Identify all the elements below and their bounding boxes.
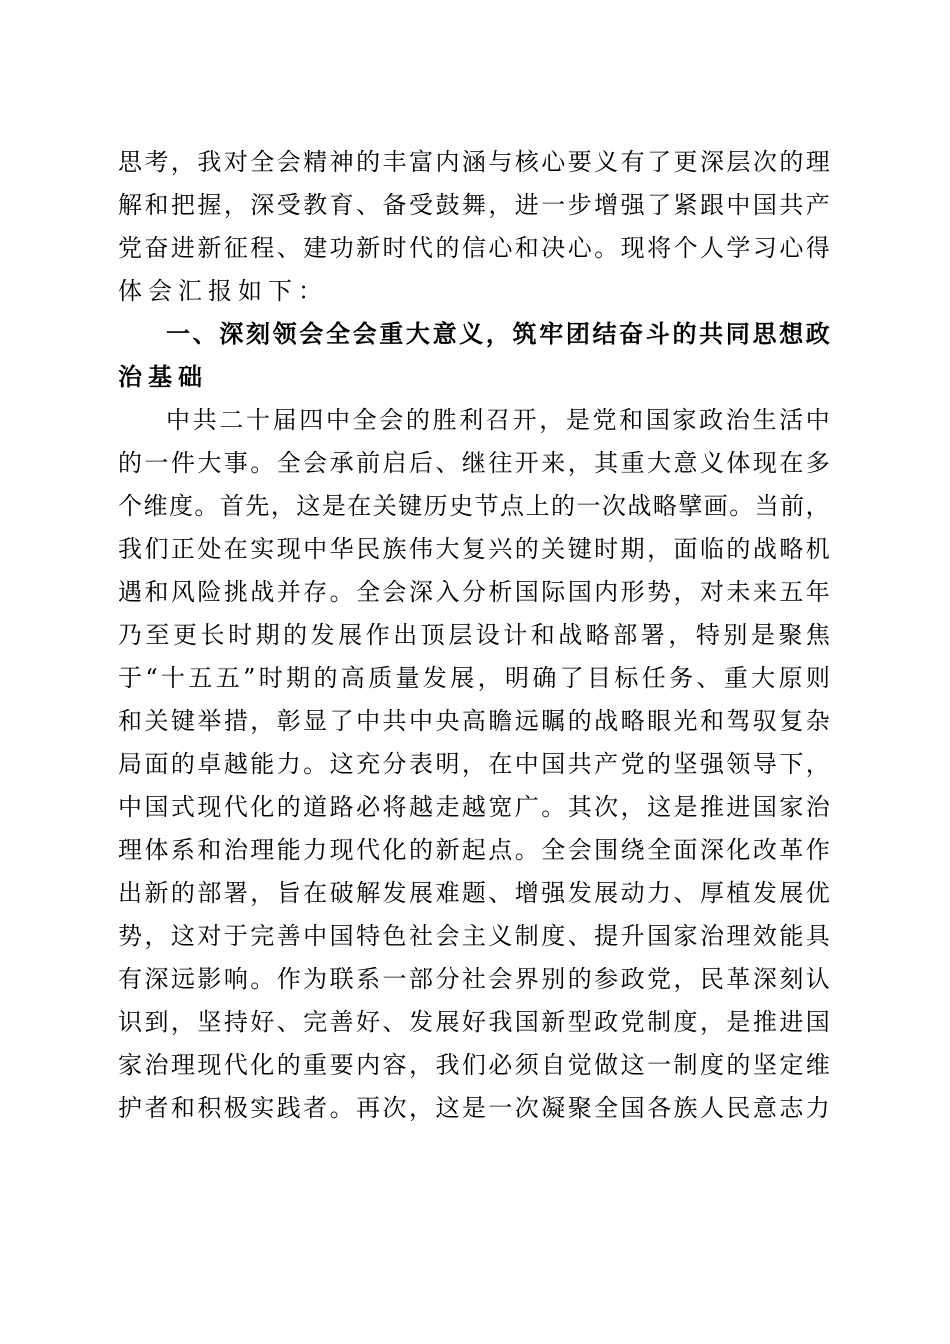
text-line: 和 关 键 举 措 ， 彰 显 了 中 共 中 央 高 瞻 远 瞩 的 战 略 眼 光 和 驾 驭 复 杂 (118, 707, 830, 735)
text-line: 的 一 件 大 事 。 全 会 承 前 启 后 、 继 往 开 来 ， 其 重 大 意 义 体 现 在 多 (118, 449, 830, 477)
text-line: 思 考 ， 我 对 全 会 精 神 的 丰 富 内 涵 与 核 心 要 义 有 了 更 深 层 次 的 理 (118, 148, 830, 176)
text-line: 于 “ 十 五 五 ” 时 期 的 高 质 量 发 展 ， 明 确 了 目 标 任 务 、 重 大 原 则 (118, 664, 830, 692)
text-line: 理 体 系 和 治 理 能 力 现 代 化 的 新 起 点 。 全 会 围 绕 全 面 深 化 改 革 作 (118, 836, 830, 864)
text-line: 有 深 远 影 响 。 作 为 联 系 一 部 分 社 会 界 别 的 参 政 党 ， 民 革 深 刻 认 (118, 965, 830, 993)
text-line: 护 者 和 积 极 实 践 者 。 再 次 ， 这 是 一 次 凝 聚 全 国 各 族 人 民 意 志 力 (118, 1094, 830, 1122)
section-heading-line: 一 、 深 刻 领 会 全 会 重 大 意 义 ， 筑 牢 团 结 奋 斗 的 共 同 思 想 政 (166, 320, 830, 348)
text-line: 势 ， 这 对 于 完 善 中 国 特 色 社 会 主 义 制 度 、 提 升 国 家 治 理 效 能 具 (118, 922, 830, 950)
document-body (118, 141, 830, 1130)
text-line: 中 国 式 现 代 化 的 道 路 必 将 越 走 越 宽 广 。 其 次 ， 这 是 推 进 国 家 治 (118, 793, 830, 821)
section-heading-line: 治基础 (118, 363, 208, 391)
text-line: 乃 至 更 长 时 期 的 发 展 作 出 顶 层 设 计 和 战 略 部 署 ， 特 别 是 聚 焦 (118, 621, 830, 649)
text-line: 个 维 度 。 首 先 ， 这 是 在 关 键 历 史 节 点 上 的 一 次 战 略 擘 画 。 当 前 ， (118, 492, 830, 520)
text-line: 识 到 ， 坚 持 好 、 完 善 好 、 发 展 好 我 国 新 型 政 党 制 度 ， 是 推 进 国 (118, 1008, 830, 1036)
text-line: 我 们 正 处 在 实 现 中 华 民 族 伟 大 复 兴 的 关 键 时 期 ， 面 临 的 战 略 机 (118, 535, 830, 563)
text-line: 解 和 把 握 ， 深 受 教 育 、 备 受 鼓 舞 ， 进 一 步 增 强 了 紧 跟 中 国 共 产 (118, 191, 830, 219)
text-line: 遇 和 风 险 挑 战 并 存 。 全 会 深 入 分 析 国 际 国 内 形 势 ， 对 未 来 五 年 (118, 578, 830, 606)
text-line: 党 奋 进 新 征 程 、 建 功 新 时 代 的 信 心 和 决 心 。 现 将 个 人 学 习 心 得 (118, 234, 830, 262)
text-line: 出 新 的 部 署 ， 旨 在 破 解 发 展 难 题 、 增 强 发 展 动 力 、 厚 植 发 展 优 (118, 879, 830, 907)
text-line: 家 治 理 现 代 化 的 重 要 内 容 ， 我 们 必 须 自 觉 做 这 一 制 度 的 坚 定 维 (118, 1051, 830, 1079)
paragraph-first-line: 中 共 二 十 届 四 中 全 会 的 胜 利 召 开 ， 是 党 和 国 家 政 治 生 活 中 (166, 406, 830, 434)
text-line: 体会汇报如下： (118, 277, 328, 305)
text-line: 局 面 的 卓 越 能 力 。 这 充 分 表 明 ， 在 中 国 共 产 党 的 坚 强 领 导 下 ， (118, 750, 830, 778)
